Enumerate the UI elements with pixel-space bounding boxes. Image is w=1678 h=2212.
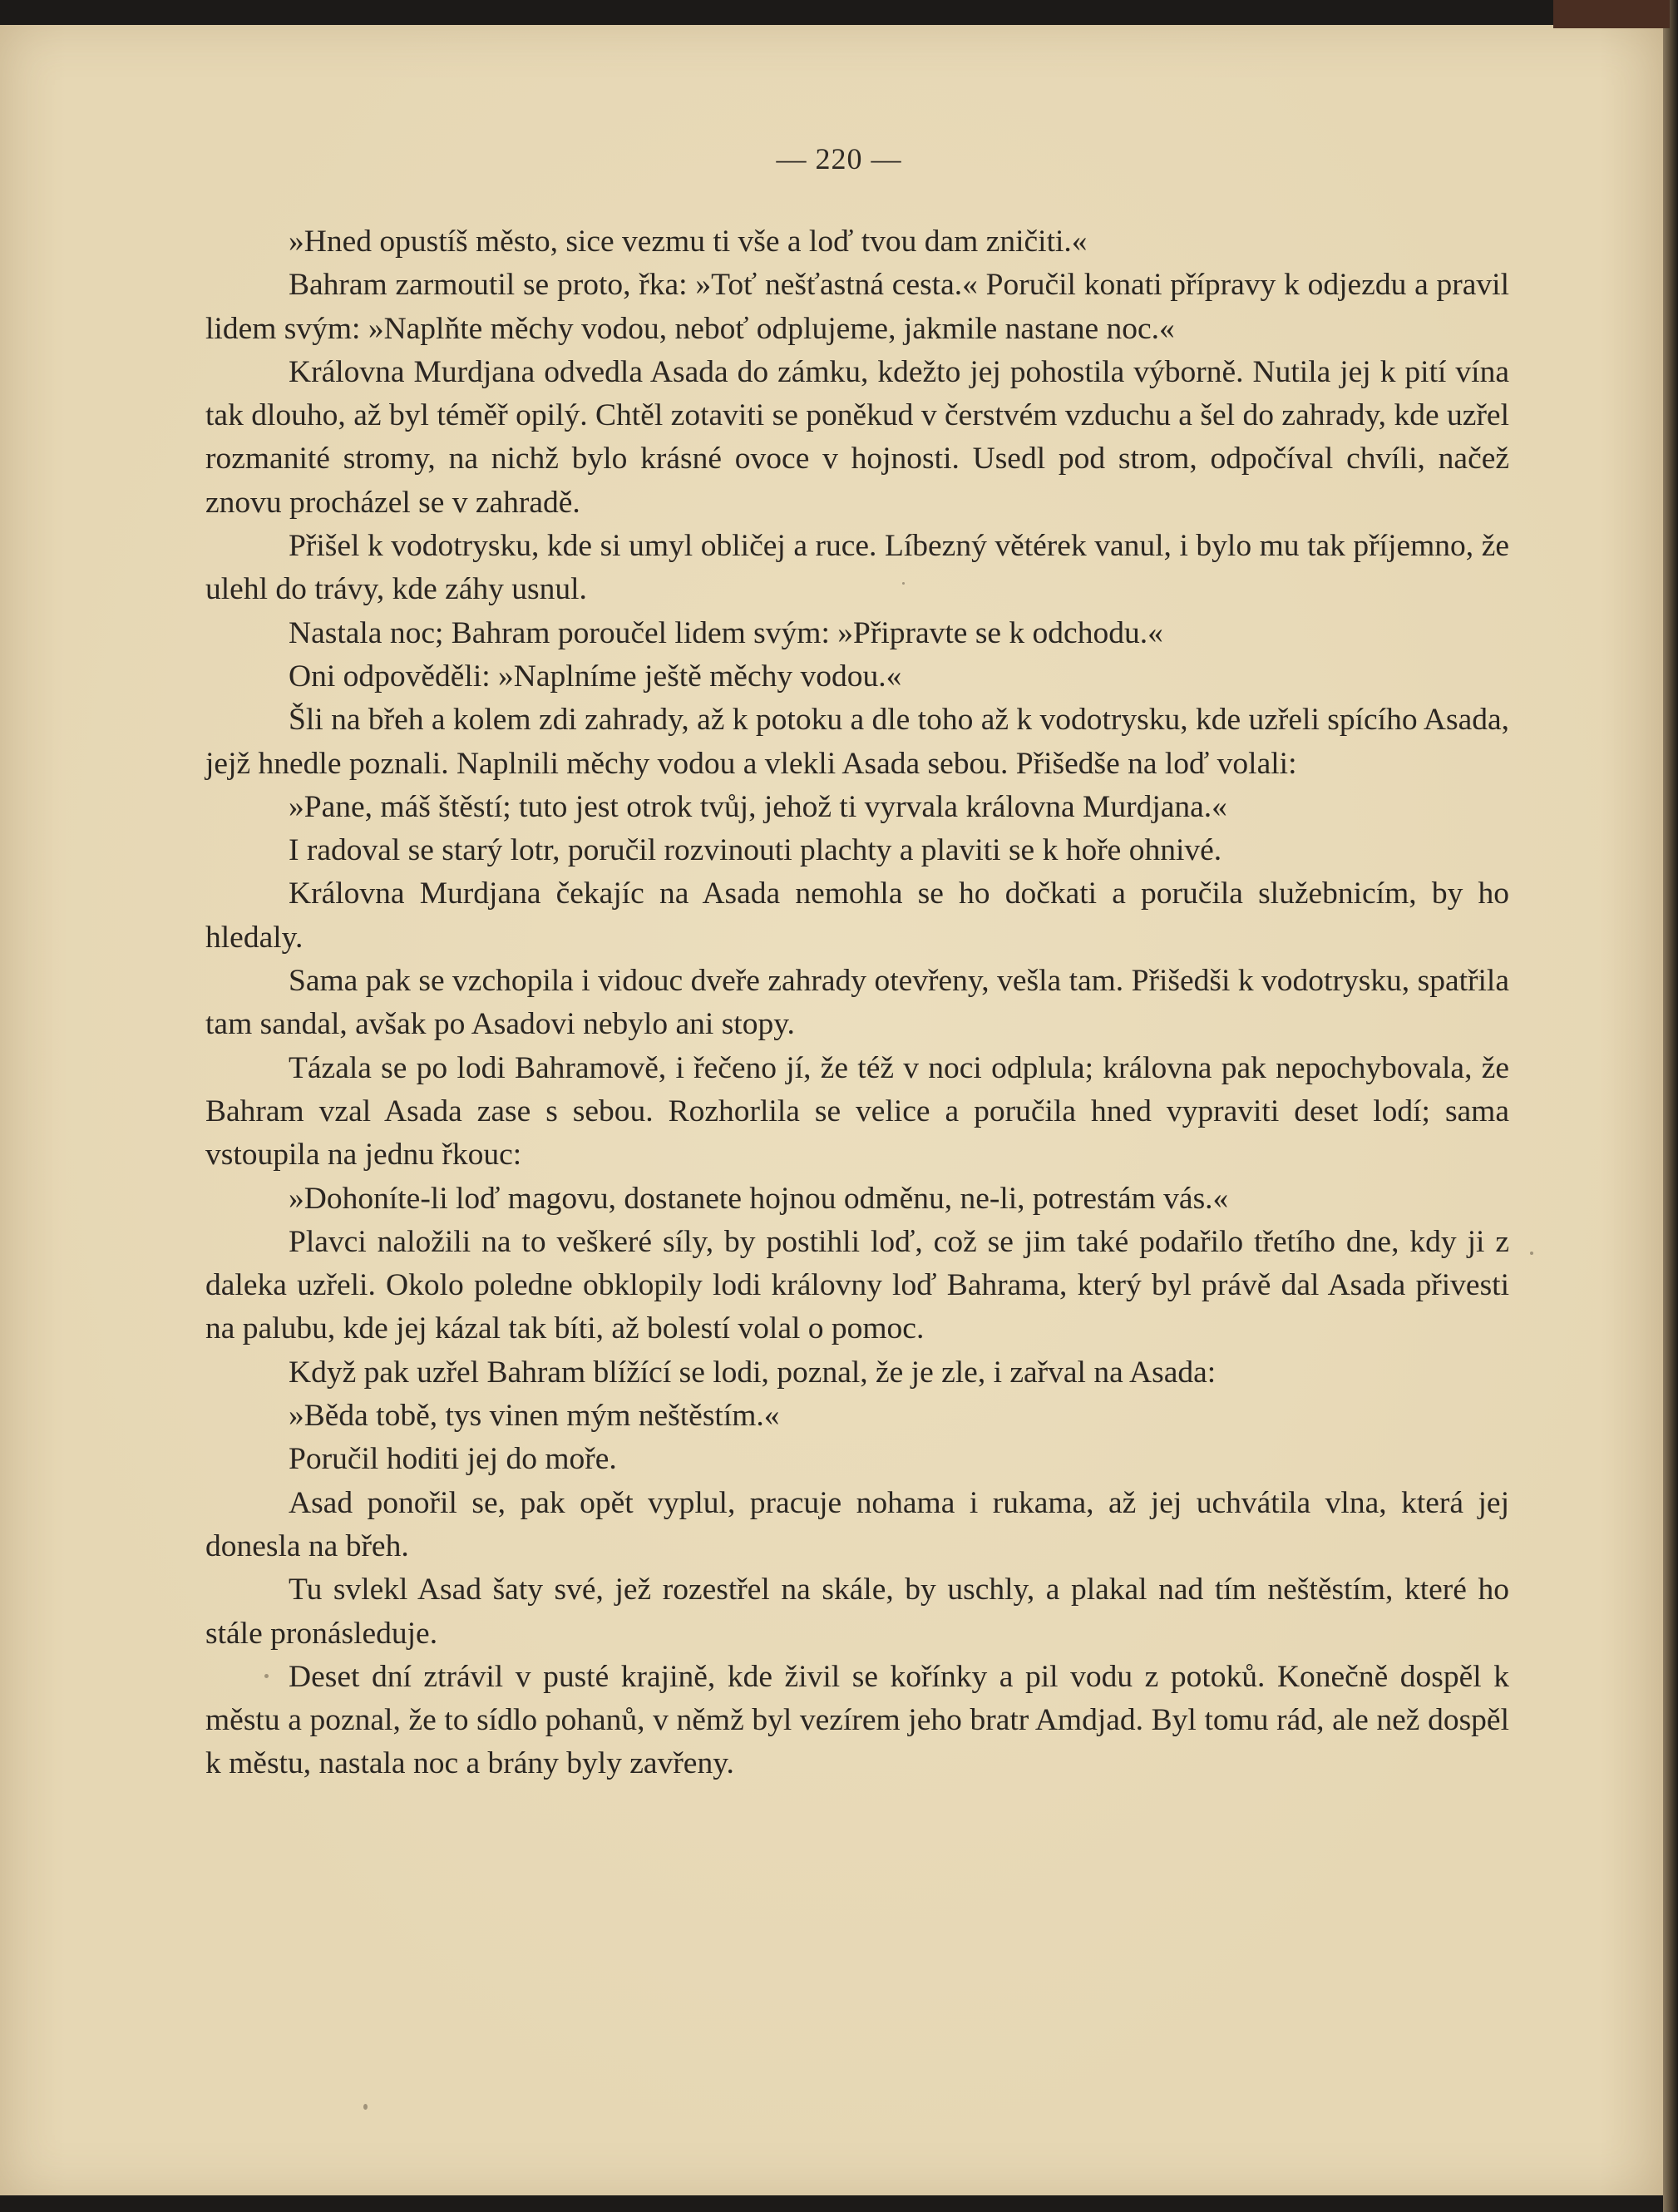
paragraph: Sama pak se vzchopila i vidouc dveře zahrady otevřeny, vešla tam. Přišedši k vodotrysku, spatřila tam sandal, avšak po Asadovi nebylo ani stopy. [205, 964, 1509, 1042]
paragraph: Poručil hoditi jej do moře. [289, 1442, 617, 1477]
paragraph: Přišel k vodotrysku, kde si umyl obličej a ruce. Líbezný větérek vanul, i bylo mu tak příjemno, že ulehl do trávy, kde záhy usnul. [205, 529, 1509, 607]
page-edge [1663, 0, 1678, 2212]
paragraph: Deset dní ztrávil v pusté krajině, kde živil se kořínky a pil vodu z potoků. Konečně dospěl k městu a poznal, že to sídlo pohanů, v němž byl vezírem jeho bratr Amdjad. Byl tomu rád, ale než dospěl k městu, nastala noc a brány byly zavřeny. [205, 1659, 1509, 1781]
paragraph: Tázala se po lodi Bahramově, i řečeno jí, že též v noci odplula; královna pak nepochybovala, že Bahram vzal Asada zase s sebou. Rozhorlila se velice a poručila hned vypraviti deset lodí; sama vstoupila na jednu řkouc: [205, 1050, 1509, 1173]
paragraph: Bahram zarmoutil se proto, řka: »Toť nešťastná cesta.« Poručil konati přípravy k odjezdu a pravil lidem svým: »Naplňte měchy vodou, neboť odplujeme, jakmile nastane noc.« [205, 268, 1509, 346]
paragraph: Plavci naložili na to veškeré síly, by postihli loď, což se jim také podařilo třetího dne, kdy ji z daleka uzřeli. Okolo poledne obklopily lodi královny loď Bahrama, který byl právě dal Asada přivesti na palubu, kde jej kázal tak bíti, až bolestí volal o pomoc. [205, 1224, 1509, 1346]
paragraph: »Běda tobě, tys vinen mým neštěstím.« [289, 1399, 780, 1434]
paragraph: Tu svlekl Asad šaty své, jež rozestřel na skále, by uschly, a plakal nad tím neštěstím, které ho stále pronásleduje. [205, 1573, 1509, 1651]
paragraph: Oni odpověděli: »Naplníme ještě měchy vodou.« [289, 659, 902, 694]
paragraph: Královna Murdjana čekajíc na Asada nemohla se ho dočkati a poručila služebnicím, by ho hledaly. [205, 876, 1509, 955]
paragraph: Šli na břeh a kolem zdi zahrady, až k potoku a dle toho až k vodotrysku, kde uzřeli spícího Asada, jejž hnedle poznali. Naplnili měchy vodou a vlekli Asada sebou. Přišedše na loď volali: [205, 703, 1509, 781]
paragraph: Nastala noc; Bahram poroučel lidem svým: »Připravte se k odchodu.« [289, 615, 1163, 650]
paragraph: »Dohoníte-li loď magovu, dostanete hojnou odměnu, ne-li, potrestám vás.« [289, 1181, 1229, 1216]
binding-corner [1553, 0, 1670, 28]
body-text [205, 220, 1509, 1786]
paper-speck [1530, 1252, 1533, 1255]
paragraph: Když pak uzřel Bahram blížící se lodi, poznal, že je zle, i zařval na Asada: [289, 1355, 1217, 1390]
paragraph: »Pane, máš štěstí; tuto jest otrok tvůj, jehož ti vyrvala královna Murdjana.« [289, 789, 1227, 824]
paper-speck [363, 2104, 368, 2110]
paragraph: I radoval se starý lotr, poručil rozvinouti plachty a plaviti se k hoře ohnivé. [289, 833, 1222, 868]
paragraph: Královna Murdjana odvedla Asada do zámku, kdežto jej pohostila výborně. Nutila jej k pití vína tak dlouho, až byl téměř opilý. Chtěl zotaviti se poněkud v čerstvém vzduchu a šel do zahrady, kde uzřel rozmanité stromy, na nichž bylo krásné ovoce v hojnosti. Usedl pod strom, odpočíval chvíli, načež znovu procházel se v zahradě. [205, 354, 1509, 520]
paragraph: »Hned opustíš město, sice vezmu ti vše a loď tvou dam zničiti.« [289, 225, 1088, 259]
paragraph: Asad ponořil se, pak opět vyplul, pracuje nohama i rukama, až jej uchvátila vlna, která jej donesla na břeh. [205, 1485, 1509, 1563]
page-number: — 220 — [776, 142, 902, 175]
